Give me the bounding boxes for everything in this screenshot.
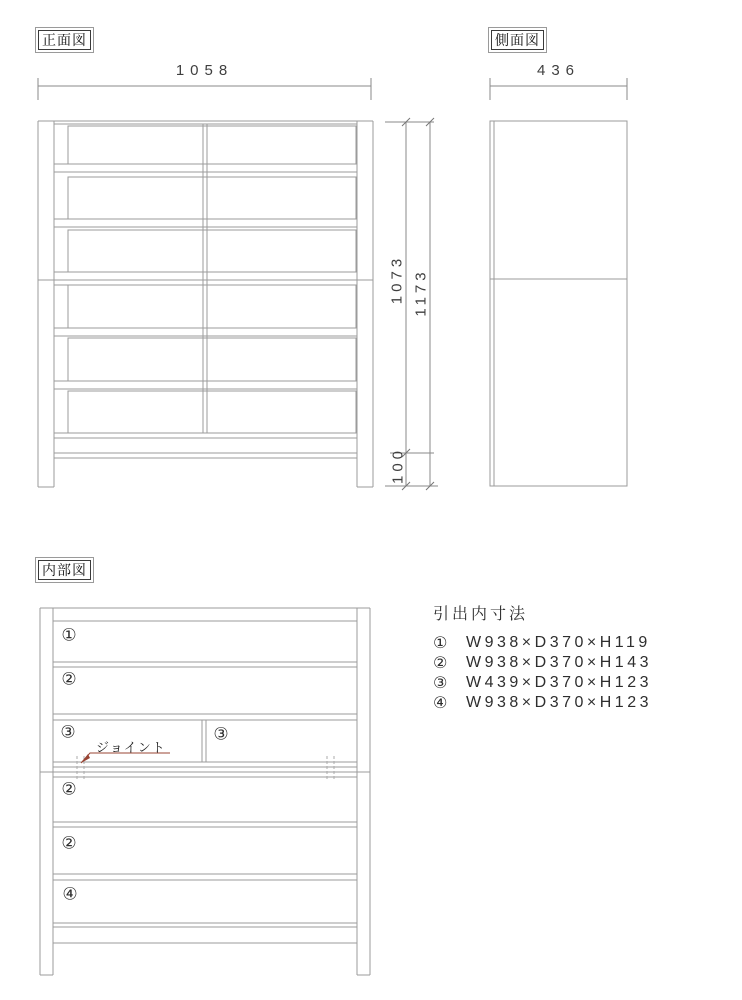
- internal-view-label-text: 内部図: [38, 560, 91, 580]
- drawer-dimension-row: [433, 633, 652, 653]
- drawer-row-number: ③: [433, 675, 448, 692]
- drawer-dimensions-block: [433, 601, 652, 713]
- drawer-dimensions-title: 引出内寸法: [433, 606, 529, 623]
- compartment-5-badge: ②: [61, 833, 77, 853]
- drawer-dimension-row: [433, 673, 652, 693]
- drawer-row-number: ①: [433, 635, 448, 652]
- compartment-1-badge: ①: [61, 625, 77, 645]
- front-leg-height-dimension: 100: [389, 446, 407, 485]
- side-view-label: [488, 27, 547, 53]
- drawer-row-dimensions: W439×D370×H123: [466, 674, 652, 691]
- drawer-row-number: ②: [433, 655, 448, 672]
- front-view-label: [35, 27, 94, 53]
- front-body-height-dimension: 1073: [388, 254, 406, 305]
- drawer-row-dimensions: W938×D370×H119: [466, 634, 651, 651]
- compartment-3-right-badge: ③: [213, 724, 229, 744]
- front-view-label-text: 正面図: [38, 30, 91, 50]
- drawer-dimension-row: [433, 653, 652, 673]
- side-width-dimension-lines: [490, 78, 627, 100]
- internal-view-drawing: [40, 608, 370, 975]
- drawer-row-number: ④: [433, 695, 448, 712]
- compartment-4-badge: ②: [61, 779, 77, 799]
- front-total-height-dimension: 1173: [412, 268, 430, 317]
- compartment-2-badge: ②: [61, 669, 77, 689]
- internal-view-label: [35, 557, 94, 583]
- front-view-drawing: [38, 121, 373, 487]
- joint-annotation-label: ジョイント: [96, 740, 166, 755]
- drawer-row-dimensions: W938×D370×H143: [466, 654, 652, 671]
- side-width-dimension: 436: [536, 62, 581, 79]
- compartment-3-left-badge: ③: [60, 722, 76, 742]
- front-width-dimension-lines: [38, 78, 371, 100]
- front-width-dimension: 1058: [175, 62, 234, 79]
- drawer-row-dimensions: W938×D370×H123: [466, 694, 652, 711]
- compartment-6-badge: ④: [62, 884, 78, 904]
- side-view-label-text: 側面図: [491, 30, 544, 50]
- side-view-drawing: [490, 121, 627, 486]
- drawer-dimension-row: [433, 693, 652, 713]
